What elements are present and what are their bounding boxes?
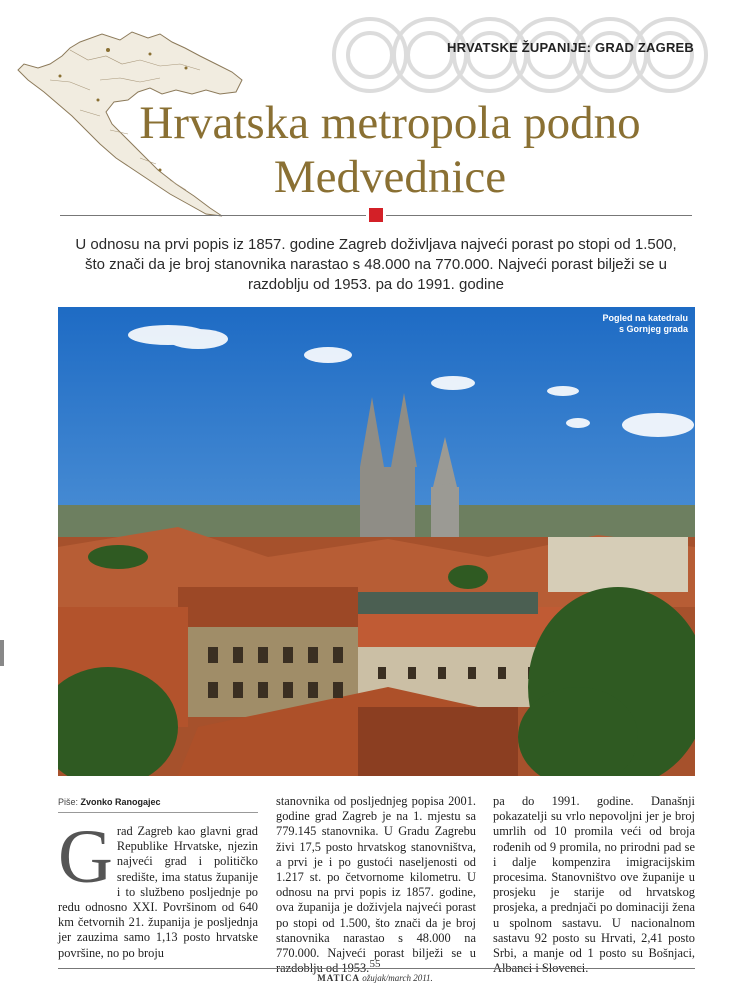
- title-line-2: Medvednice: [273, 151, 507, 203]
- article-title: [70, 96, 710, 204]
- issue-date: ožujak/march 2011.: [362, 973, 433, 983]
- article-column-2: stanovnika od posljednjeg popisa 2001. godine grad Zagreb je na 1. mjestu sa 779.145 stanovnika. U Gradu Zagrebu živi 17,5 posto hrvatskog stanovništva, a prvi je i po gustoći naseljenosti od 1.217 st. po četvornome kilometru. U odnosu na prvi popis iz 1857. godine, ova županija je doživjela najveći porast po stopi od 1.500, što znači da je broj stanovnika narastao s 48.000 na 770.000. Najveći porast bilježi se u razdoblju od 1953.: [276, 794, 476, 976]
- photo-caption-line-1: Pogled na katedralu: [602, 313, 688, 323]
- byline-author: Zvonko Ranogajec: [80, 797, 161, 807]
- byline-divider: [58, 812, 258, 813]
- margin-tab: [0, 640, 4, 666]
- drop-cap: G: [58, 815, 113, 899]
- footer-magazine: [0, 973, 750, 983]
- byline: [58, 797, 161, 807]
- zagreb-cathedral-photo: [58, 307, 695, 776]
- magazine-name: MATICA: [317, 973, 361, 983]
- title-divider-right: [386, 215, 692, 216]
- article-column-3: pa do 1991. godine. Današnji pokazatelji su vrlo nepovoljni jer je broj umrlih od 10 promila veći od broja rođenih od 9 promila, no prirodni pad se i dalje kompenzira imigracijskim procesima. Stanovništvo ove županije u prosjeku je starije od hrvatskog prosjeka, a prednjači po dominaciji žena u spolnom sastavu. U nacionalnom sastavu 92 posto su Hrvati, 2,41 posto Srbi, a manje od 1 posto su Bošnjaci, Albanci i Slovenci.: [493, 794, 695, 976]
- article-lead: U odnosu na prvi popis iz 1857. godine Zagreb doživljava najveći porast po stopi od 1.500, što znači da je broj stanovnika narastao s 48.000 na 770.000. Najveći porast bilježi se u razdoblju od 1953. pa do 1991. godine: [75, 236, 677, 293]
- title-divider-left: [60, 215, 366, 216]
- column-1-text: rad Zagreb kao glavni grad Republike Hrvatske, njezin najveći grad i političko središte, ima status županije i to službeno posljednje po redu odnosno XXI. Površinom od 640 km četvornih 21. županija je posljednja jer zauzima samo 1,13 posto hrvatske površine, no po broju: [58, 824, 258, 960]
- page-number: 55: [369, 958, 381, 970]
- title-divider-square: [369, 208, 383, 222]
- footer-divider: [58, 968, 695, 969]
- section-label: HRVATSKE ŽUPANIJE: GRAD ZAGREB: [447, 40, 694, 55]
- article-column-1: [58, 815, 258, 961]
- photo-caption-line-2: s Gornjeg grada: [618, 324, 688, 334]
- photo-caption: [602, 313, 688, 335]
- title-line-1: Hrvatska metropola podno: [139, 97, 641, 149]
- decorative-swirl: [330, 10, 730, 100]
- byline-prefix: Piše:: [58, 797, 79, 807]
